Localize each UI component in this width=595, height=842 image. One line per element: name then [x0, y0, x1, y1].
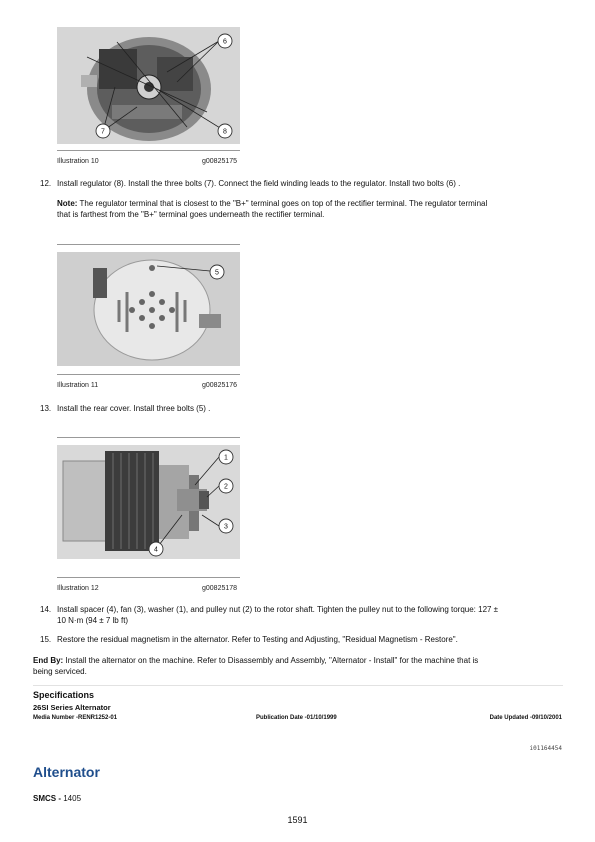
svg-text:1: 1	[224, 454, 228, 462]
svg-text:3: 3	[224, 523, 228, 531]
illustration-11-top-rule	[57, 244, 240, 245]
callout-5	[210, 265, 224, 279]
step-13	[40, 404, 570, 415]
end-by-label: End By:	[33, 656, 64, 665]
specs-rule	[33, 685, 563, 686]
step-text-line-1: Install spacer (4), fan (3), washer (1), and pulley nut (2) to the rotor shaft. Tighten the pulley nut to the following torque: 127 ±	[57, 605, 499, 614]
step-text: Install regulator (8). Install the three bolts (7). Connect the field winding leads to the regulator. Install two bolts (6) .	[57, 179, 461, 188]
svg-text:2: 2	[224, 483, 228, 491]
media-number: Media Number -RENR1252-01	[33, 715, 118, 721]
illustration-10-code: g00825175	[202, 158, 238, 165]
illustration-10-caption: Illustration 10	[57, 158, 99, 165]
illustration-12-callouts	[57, 445, 240, 559]
illustration-11-caption: Illustration 11	[57, 382, 99, 389]
illustration-12-rule	[57, 577, 240, 578]
step-number: 13.	[40, 404, 52, 413]
svg-text:6: 6	[223, 38, 227, 46]
illustration-11-callouts	[57, 252, 240, 366]
callout-6	[218, 34, 232, 48]
callout-2	[219, 479, 233, 493]
smcs-code	[33, 794, 81, 803]
svg-text:4: 4	[154, 546, 158, 554]
illustration-10-callouts	[57, 27, 240, 144]
illustration-11-rule	[57, 374, 240, 375]
note-line-2: that is farthest from the "B+" terminal goes underneath the rectifier terminal.	[57, 209, 325, 219]
smcs-value: 1405	[63, 794, 82, 803]
illustration-12-caption: Illustration 12	[57, 585, 99, 592]
callout-1	[219, 450, 233, 464]
step-12	[40, 179, 570, 190]
callout-4	[149, 542, 163, 556]
section-title: Alternator	[33, 764, 100, 780]
end-by-line-1: Install the alternator on the machine. Refer to Disassembly and Assembly, "Alternator - Install" for the machine that is	[65, 656, 479, 665]
illustration-11-code: g00825176	[202, 382, 238, 389]
illustration-12-code: g00825178	[202, 585, 238, 592]
specs-heading: Specifications	[33, 690, 95, 700]
end-by-line-2: being serviced.	[33, 666, 87, 676]
step-text-line-2: 10 N·m (94 ± 7 lb ft)	[57, 615, 129, 625]
svg-text:7: 7	[101, 128, 105, 136]
step-number: 14.	[40, 605, 52, 614]
callout-3	[219, 519, 233, 533]
step-14	[40, 605, 570, 627]
callout-7	[96, 124, 110, 138]
date-updated: Date Updated -09/10/2001	[489, 715, 562, 721]
callout-8	[218, 124, 232, 138]
end-by-block	[33, 656, 563, 677]
illustration-10-rule	[57, 150, 240, 151]
smcs-label: SMCS -	[33, 794, 61, 803]
svg-text:5: 5	[215, 269, 219, 277]
note-block	[57, 199, 557, 220]
publication-date: Publication Date -01/10/1999	[256, 715, 337, 721]
note-line-1: The regulator terminal that is closest to the "B+" terminal goes on top of the rectifier terminal. The regulator terminal	[79, 199, 488, 208]
step-text: Restore the residual magnetism in the alternator. Refer to Testing and Adjusting, "Residual Magnetism - Restore".	[57, 635, 458, 644]
step-15	[40, 635, 570, 646]
document-id: i01164454	[529, 745, 562, 752]
svg-text:8: 8	[223, 128, 227, 136]
illustration-12-top-rule	[57, 437, 240, 438]
step-number: 12.	[40, 179, 52, 188]
specs-subheading: 26SI Series Alternator	[33, 703, 111, 712]
page-number: 1591	[287, 815, 308, 825]
note-label: Note:	[57, 199, 78, 208]
step-number: 15.	[40, 635, 52, 644]
step-text: Install the rear cover. Install three bolts (5) .	[57, 404, 211, 413]
step-text	[57, 605, 498, 626]
